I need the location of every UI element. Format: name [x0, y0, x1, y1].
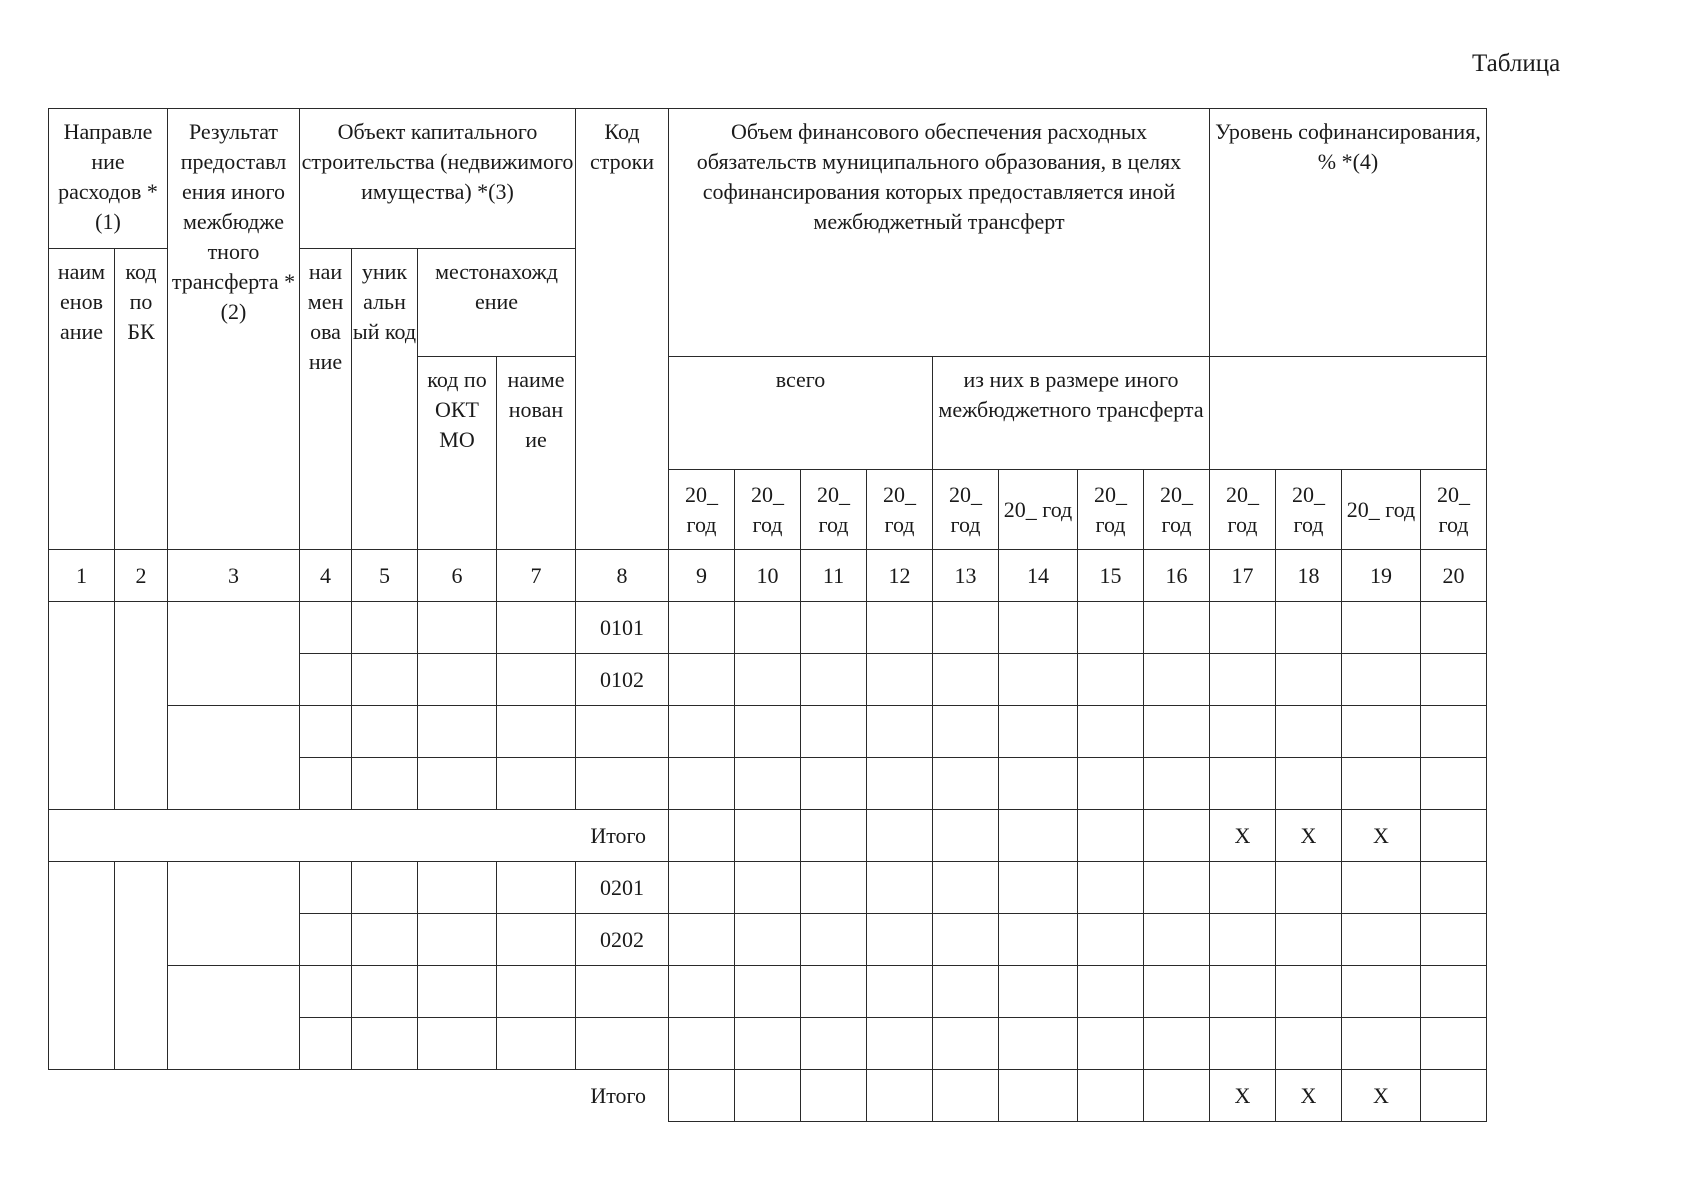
value-cell — [999, 914, 1078, 966]
value-cell — [1078, 914, 1144, 966]
cell — [115, 862, 168, 1070]
value-cell — [933, 706, 999, 758]
value-cell — [1078, 706, 1144, 758]
value-cell — [801, 914, 867, 966]
value-cell — [735, 810, 801, 862]
cell — [497, 966, 576, 1018]
value-cell — [933, 862, 999, 914]
column-number-cell: 17 — [1210, 550, 1276, 602]
value-cell — [1276, 758, 1342, 810]
header-result: Результат предоставл ения иного межбюдже тного трансферта *(2) — [168, 109, 300, 550]
cell — [497, 862, 576, 914]
column-number-cell: 14 — [999, 550, 1078, 602]
value-cell — [1421, 654, 1487, 706]
value-cell — [1342, 1018, 1421, 1070]
value-cell — [1276, 914, 1342, 966]
value-cell — [1210, 602, 1276, 654]
value-cell — [1342, 966, 1421, 1018]
year-header-cell: 20_ год — [1421, 470, 1487, 550]
cell — [168, 966, 300, 1070]
column-number-cell: 20 — [1421, 550, 1487, 602]
value-cell — [1144, 706, 1210, 758]
value-cell — [1276, 1018, 1342, 1070]
value-cell — [801, 1070, 867, 1122]
cell — [352, 1018, 418, 1070]
value-cell — [1078, 654, 1144, 706]
column-number-cell: 8 — [576, 550, 669, 602]
value-cell — [1276, 862, 1342, 914]
column-number-cell: 12 — [867, 550, 933, 602]
cell — [497, 1018, 576, 1070]
value-cell — [1342, 602, 1421, 654]
cell — [352, 966, 418, 1018]
subtotal-label: Итого — [49, 810, 669, 862]
x-mark-cell: X — [1210, 1070, 1276, 1122]
value-cell — [1276, 654, 1342, 706]
column-number-cell: 15 — [1078, 550, 1144, 602]
value-cell — [1421, 602, 1487, 654]
value-cell — [1144, 758, 1210, 810]
value-cell — [1078, 602, 1144, 654]
value-cell — [867, 1018, 933, 1070]
value-cell — [1421, 1070, 1487, 1122]
value-cell — [1421, 758, 1487, 810]
header-location-name: наиме нован ие — [497, 357, 576, 550]
value-cell — [669, 758, 735, 810]
value-cell — [1421, 914, 1487, 966]
year-header-cell: 20_ год — [867, 470, 933, 550]
table-caption: Таблица — [1472, 50, 1561, 77]
value-cell — [669, 602, 735, 654]
cell — [497, 706, 576, 758]
value-cell — [1144, 602, 1210, 654]
value-cell — [669, 654, 735, 706]
cell — [300, 966, 352, 1018]
column-number-cell: 4 — [300, 550, 352, 602]
column-number-cell: 5 — [352, 550, 418, 602]
cell — [576, 758, 669, 810]
value-cell — [1210, 914, 1276, 966]
cell — [497, 654, 576, 706]
value-cell — [933, 1070, 999, 1122]
cell — [49, 602, 115, 810]
cell — [418, 914, 497, 966]
value-cell — [669, 706, 735, 758]
value-cell — [999, 602, 1078, 654]
value-cell — [999, 862, 1078, 914]
value-cell — [1342, 914, 1421, 966]
header-volume: Объем финансового обеспечения расходных обязательств муниципального образования, в целях софинансирования которых предоставляется иной межбюджетный трансферт — [669, 109, 1210, 357]
value-cell — [999, 1018, 1078, 1070]
budget-transfer-form-table — [48, 108, 1487, 1122]
cell — [49, 862, 115, 1070]
cell — [115, 602, 168, 810]
value-cell — [867, 914, 933, 966]
value-cell — [735, 654, 801, 706]
value-cell — [801, 654, 867, 706]
year-header-cell: 20_ год — [1342, 470, 1421, 550]
value-cell — [735, 1070, 801, 1122]
value-cell — [1210, 654, 1276, 706]
header-location-oktmo: код по ОКТ МО — [418, 357, 497, 550]
value-cell — [1144, 966, 1210, 1018]
value-cell — [801, 966, 867, 1018]
value-cell — [999, 1070, 1078, 1122]
cell — [352, 862, 418, 914]
cell — [300, 862, 352, 914]
value-cell — [801, 706, 867, 758]
value-cell — [735, 914, 801, 966]
value-cell — [1342, 654, 1421, 706]
value-cell — [1078, 966, 1144, 1018]
header-row-code: Код строки — [576, 109, 669, 550]
value-cell — [735, 706, 801, 758]
column-number-cell: 13 — [933, 550, 999, 602]
row-code-cell: 0202 — [576, 914, 669, 966]
value-cell — [735, 966, 801, 1018]
cell — [418, 602, 497, 654]
value-cell — [1342, 706, 1421, 758]
cell — [300, 654, 352, 706]
column-number-cell: 3 — [168, 550, 300, 602]
header-object: Объект капитального строительства (недвижимого имущества) *(3) — [300, 109, 576, 249]
value-cell — [1144, 1070, 1210, 1122]
cell — [352, 654, 418, 706]
header-object-unique-code: уник альн ый код — [352, 249, 418, 550]
cell — [168, 602, 300, 706]
column-number-cell: 2 — [115, 550, 168, 602]
value-cell — [1078, 758, 1144, 810]
value-cell — [1078, 862, 1144, 914]
x-mark-cell: X — [1276, 810, 1342, 862]
value-cell — [867, 862, 933, 914]
value-cell — [1144, 1018, 1210, 1070]
cell — [576, 1018, 669, 1070]
column-number-cell: 16 — [1144, 550, 1210, 602]
cell — [418, 862, 497, 914]
cell — [168, 706, 300, 810]
cell — [352, 758, 418, 810]
header-direction-code: код по БК — [115, 249, 168, 550]
value-cell — [1421, 706, 1487, 758]
column-number-cell: 1 — [49, 550, 115, 602]
cell — [497, 914, 576, 966]
value-cell — [1144, 810, 1210, 862]
x-mark-cell: X — [1276, 1070, 1342, 1122]
value-cell — [1078, 1018, 1144, 1070]
header-cofinancing: Уровень софинансирования, % *(4) — [1210, 109, 1487, 357]
value-cell — [933, 914, 999, 966]
header-cofinancing-blank — [1210, 357, 1487, 470]
cell — [418, 654, 497, 706]
cell — [418, 1018, 497, 1070]
year-header-cell: 20_ год — [1078, 470, 1144, 550]
year-header-cell: 20_ год — [999, 470, 1078, 550]
cell — [352, 706, 418, 758]
value-cell — [867, 706, 933, 758]
value-cell — [1078, 810, 1144, 862]
value-cell — [933, 810, 999, 862]
value-cell — [999, 706, 1078, 758]
value-cell — [801, 758, 867, 810]
cell — [168, 862, 300, 966]
table-row — [49, 706, 1487, 758]
year-header-cell: 20_ год — [1276, 470, 1342, 550]
x-mark-cell: X — [1210, 810, 1276, 862]
value-cell — [735, 602, 801, 654]
value-cell — [1210, 862, 1276, 914]
value-cell — [669, 1018, 735, 1070]
header-of-which: из них в размере иного межбюджетного трансферта — [933, 357, 1210, 470]
cell — [418, 966, 497, 1018]
table-row — [49, 966, 1487, 1018]
value-cell — [669, 1070, 735, 1122]
value-cell — [1342, 862, 1421, 914]
row-code-cell: 0102 — [576, 654, 669, 706]
value-cell — [933, 602, 999, 654]
value-cell — [1276, 602, 1342, 654]
year-header-cell: 20_ год — [801, 470, 867, 550]
cell — [300, 758, 352, 810]
value-cell — [669, 914, 735, 966]
column-number-cell: 18 — [1276, 550, 1342, 602]
header-direction: Направле ние расходов *(1) — [49, 109, 168, 249]
row-code-cell: 0101 — [576, 602, 669, 654]
column-number-cell: 11 — [801, 550, 867, 602]
value-cell — [1078, 1070, 1144, 1122]
year-header-cell: 20_ год — [1210, 470, 1276, 550]
value-cell — [735, 758, 801, 810]
value-cell — [669, 862, 735, 914]
value-cell — [867, 966, 933, 1018]
value-cell — [867, 602, 933, 654]
table-row — [49, 602, 1487, 654]
year-header-cell: 20_ год — [735, 470, 801, 550]
value-cell — [933, 654, 999, 706]
value-cell — [1144, 862, 1210, 914]
value-cell — [801, 602, 867, 654]
cell — [576, 706, 669, 758]
x-mark-cell: X — [1342, 810, 1421, 862]
value-cell — [1276, 706, 1342, 758]
cell — [352, 602, 418, 654]
cell — [300, 914, 352, 966]
column-number-cell: 19 — [1342, 550, 1421, 602]
cell — [352, 914, 418, 966]
cell — [418, 706, 497, 758]
column-number-cell: 9 — [669, 550, 735, 602]
value-cell — [801, 1018, 867, 1070]
value-cell — [669, 966, 735, 1018]
value-cell — [735, 862, 801, 914]
value-cell — [1144, 654, 1210, 706]
subtotal-row — [49, 810, 1487, 862]
cell — [300, 602, 352, 654]
row-code-cell: 0201 — [576, 862, 669, 914]
year-header-cell: 20_ год — [1144, 470, 1210, 550]
header-direction-name: наим енов ание — [49, 249, 115, 550]
value-cell — [867, 1070, 933, 1122]
value-cell — [1210, 758, 1276, 810]
cell — [497, 758, 576, 810]
cell — [418, 758, 497, 810]
value-cell — [867, 810, 933, 862]
column-number-cell: 10 — [735, 550, 801, 602]
value-cell — [735, 1018, 801, 1070]
value-cell — [999, 758, 1078, 810]
cell — [497, 602, 576, 654]
value-cell — [1210, 966, 1276, 1018]
value-cell — [801, 810, 867, 862]
column-number-cell: 6 — [418, 550, 497, 602]
value-cell — [1342, 758, 1421, 810]
year-header-cell: 20_ год — [669, 470, 735, 550]
subtotal-row — [49, 1070, 1487, 1122]
value-cell — [933, 966, 999, 1018]
value-cell — [1144, 914, 1210, 966]
value-cell — [867, 758, 933, 810]
x-mark-cell: X — [1342, 1070, 1421, 1122]
value-cell — [933, 1018, 999, 1070]
value-cell — [1421, 966, 1487, 1018]
cell — [300, 1018, 352, 1070]
value-cell — [1421, 810, 1487, 862]
subtotal-label: Итого — [49, 1070, 669, 1122]
cell — [576, 966, 669, 1018]
column-number-cell: 7 — [497, 550, 576, 602]
value-cell — [999, 810, 1078, 862]
value-cell — [1421, 1018, 1487, 1070]
value-cell — [1210, 1018, 1276, 1070]
value-cell — [867, 654, 933, 706]
value-cell — [1421, 862, 1487, 914]
value-cell — [999, 966, 1078, 1018]
value-cell — [669, 810, 735, 862]
value-cell — [933, 758, 999, 810]
cell — [300, 706, 352, 758]
value-cell — [1210, 706, 1276, 758]
year-header-cell: 20_ год — [933, 470, 999, 550]
value-cell — [1276, 966, 1342, 1018]
header-object-name: наи мен ова ние — [300, 249, 352, 550]
header-total: всего — [669, 357, 933, 470]
table-row — [49, 862, 1487, 914]
value-cell — [801, 862, 867, 914]
header-location: местонахожд ение — [418, 249, 576, 357]
value-cell — [999, 654, 1078, 706]
